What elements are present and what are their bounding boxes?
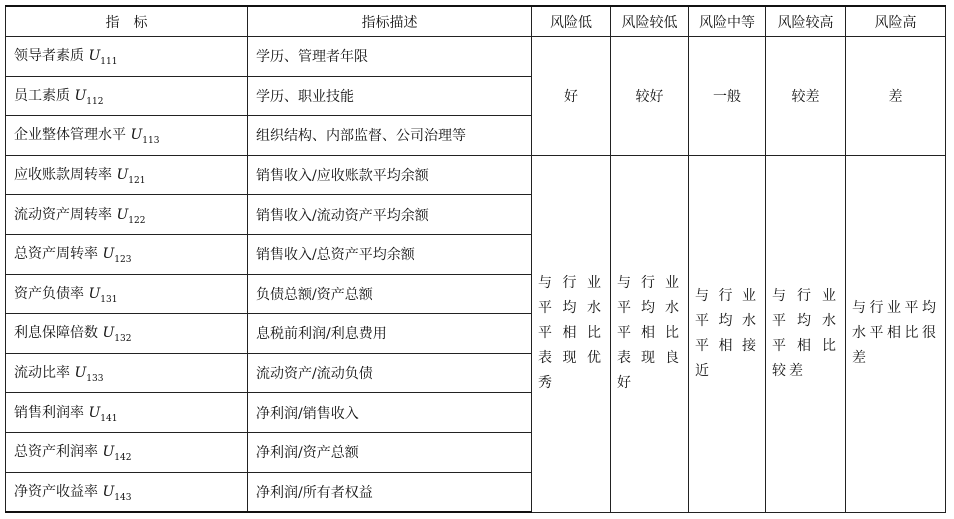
header-level-medium: 风险中等 (689, 6, 766, 37)
indicator-description: 学历、管理者年限 (248, 37, 532, 77)
indicator-subscript: 133 (86, 374, 104, 385)
indicator-name: 领导者素质 (14, 48, 84, 65)
qualitative-level-medium: 一般 (689, 37, 766, 156)
header-level-lower: 风险较低 (611, 6, 689, 37)
indicator-name: 员工素质 (14, 87, 70, 104)
header-row (6, 6, 946, 37)
indicator-description: 息税前利润/利息费用 (248, 314, 532, 354)
indicator-description: 学历、职业技能 (248, 76, 532, 116)
table-row (6, 155, 946, 195)
indicator-description: 销售收入/应收账款平均余额 (248, 155, 532, 195)
indicator-subscript: 132 (114, 334, 132, 345)
indicator-cell (6, 195, 248, 235)
indicator-cell (6, 37, 248, 77)
indicator-name: 流动资产周转率 (14, 206, 112, 223)
indicator-symbol: U (116, 167, 129, 184)
indicator-symbol: U (102, 444, 115, 461)
indicator-cell (6, 76, 248, 116)
header-indicator: 指 标 (6, 6, 248, 37)
indicator-cell (6, 432, 248, 472)
indicator-symbol: U (130, 127, 143, 144)
header-level-low: 风险低 (532, 6, 611, 37)
indicator-symbol: U (74, 87, 87, 104)
indicator-symbol: U (102, 246, 115, 263)
indicator-description: 组织结构、内部监督、公司治理等 (248, 116, 532, 156)
indicator-description: 流动资产/流动负债 (248, 353, 532, 393)
indicator-cell (6, 472, 248, 512)
header-level-high: 风险高 (846, 6, 946, 37)
table-row (6, 37, 946, 77)
indicator-description: 销售收入/流动资产平均余额 (248, 195, 532, 235)
indicator-name: 企业整体管理水平 (14, 127, 126, 144)
indicator-symbol: U (88, 285, 101, 302)
indicator-cell (6, 234, 248, 274)
indicator-name: 销售利润率 (14, 404, 84, 421)
indicator-description: 销售收入/总资产平均余额 (248, 234, 532, 274)
indicator-subscript: 142 (114, 453, 132, 464)
header-description: 指标描述 (248, 6, 532, 37)
indicator-description: 净利润/所有者权益 (248, 472, 532, 512)
indicator-cell (6, 314, 248, 354)
indicator-name: 净资产收益率 (14, 483, 98, 500)
risk-grade-table (5, 5, 946, 513)
indicator-subscript: 112 (86, 96, 104, 107)
qualitative-level-lower: 较好 (611, 37, 689, 156)
indicator-symbol: U (88, 48, 101, 65)
indicator-subscript: 113 (142, 136, 160, 147)
indicator-cell (6, 393, 248, 433)
indicator-name: 利息保障倍数 (14, 325, 98, 342)
quantitative-level-high: 与行业平均水平相比很差 (846, 155, 946, 512)
indicator-description: 净利润/资产总额 (248, 432, 532, 472)
quantitative-level-low: 与行业平均水平相比表现优秀 (532, 155, 611, 512)
indicator-cell (6, 155, 248, 195)
indicator-symbol: U (102, 483, 115, 500)
indicator-symbol: U (102, 325, 115, 342)
indicator-symbol: U (88, 404, 101, 421)
indicator-subscript: 121 (128, 176, 146, 187)
indicator-cell (6, 116, 248, 156)
indicator-subscript: 111 (100, 57, 118, 68)
indicator-name: 总资产利润率 (14, 444, 98, 461)
quantitative-level-higher: 与行业平均水平相比较差 (766, 155, 846, 512)
indicator-name: 总资产周转率 (14, 246, 98, 263)
quantitative-level-medium: 与行业平均水平相接近 (689, 155, 766, 512)
indicator-subscript: 131 (100, 294, 118, 305)
indicator-description: 净利润/销售收入 (248, 393, 532, 433)
header-level-higher: 风险较高 (766, 6, 846, 37)
qualitative-level-high: 差 (846, 37, 946, 156)
risk-grade-table-container (5, 5, 946, 513)
quantitative-level-lower: 与行业平均水平相比表现良好 (611, 155, 689, 512)
qualitative-level-higher: 较差 (766, 37, 846, 156)
indicator-subscript: 141 (100, 413, 118, 424)
indicator-cell (6, 353, 248, 393)
indicator-name: 资产负债率 (14, 285, 84, 302)
indicator-symbol: U (116, 206, 129, 223)
indicator-subscript: 123 (114, 255, 132, 266)
qualitative-level-low: 好 (532, 37, 611, 156)
indicator-name: 应收账款周转率 (14, 167, 112, 184)
indicator-symbol: U (74, 365, 87, 382)
indicator-description: 负债总额/资产总额 (248, 274, 532, 314)
indicator-cell (6, 274, 248, 314)
indicator-subscript: 143 (114, 492, 132, 503)
indicator-subscript: 122 (128, 215, 146, 226)
indicator-name: 流动比率 (14, 365, 70, 382)
